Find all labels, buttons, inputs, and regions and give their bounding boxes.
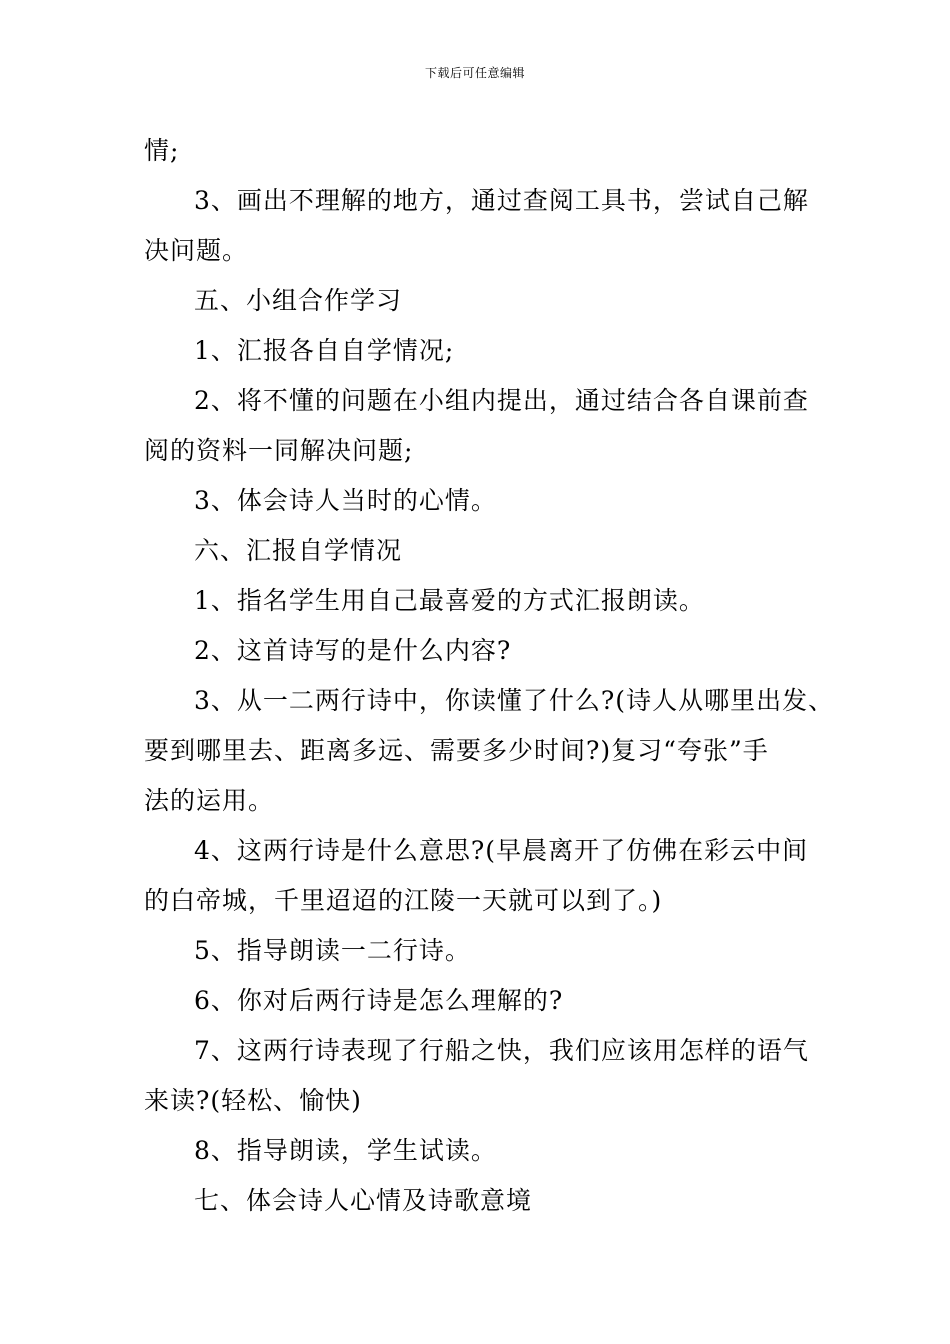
list-item-1: 1、指名学生用自己最喜爱的方式汇报朗读。	[194, 586, 705, 615]
text-line: 决问题。	[144, 236, 249, 265]
list-item-2: 2、这首诗写的是什么内容?	[194, 636, 512, 665]
list-item-7: 7、这两行诗表现了行船之快，我们应该用怎样的语气	[194, 1036, 809, 1065]
list-item-1: 1、汇报各自自学情况;	[194, 336, 455, 365]
list-item-3: 3、画出不理解的地方，通过查阅工具书，尝试自己解	[194, 186, 809, 215]
document-body	[144, 126, 835, 1226]
page-header: 下载后可任意编辑	[424, 66, 525, 80]
list-item-5: 5、指导朗读一二行诗。	[194, 936, 471, 965]
list-item-8: 8、指导朗读，学生试读。	[194, 1136, 497, 1165]
list-item-6: 6、你对后两行诗是怎么理解的?	[194, 986, 564, 1015]
section-heading-5: 五、小组合作学习	[194, 286, 403, 315]
text-line: 来读?(轻松、愉快)	[144, 1086, 362, 1115]
text-line: 的白帝城，千里迢迢的江陵一天就可以到了。)	[144, 886, 663, 915]
text-line: 情;	[144, 136, 180, 165]
list-item-2: 2、将不懂的问题在小组内提出，通过结合各自课前查	[194, 386, 809, 415]
text-line: 阅的资料一同解决问题;	[144, 436, 414, 465]
list-item-4: 4、这两行诗是什么意思?(早晨离开了仿佛在彩云中间	[194, 836, 809, 865]
list-item-3: 3、体会诗人当时的心情。	[194, 486, 497, 515]
section-heading-7: 七、体会诗人心情及诗歌意境	[194, 1186, 533, 1215]
text-line: 法的运用。	[144, 786, 275, 815]
text-line: 要到哪里去、距离多远、需要多少时间?)复习“夸张”手	[144, 736, 769, 765]
list-item-3: 3、从一二两行诗中，你读懂了什么?(诗人从哪里出发、	[194, 686, 835, 715]
section-heading-6: 六、汇报自学情况	[194, 536, 403, 565]
